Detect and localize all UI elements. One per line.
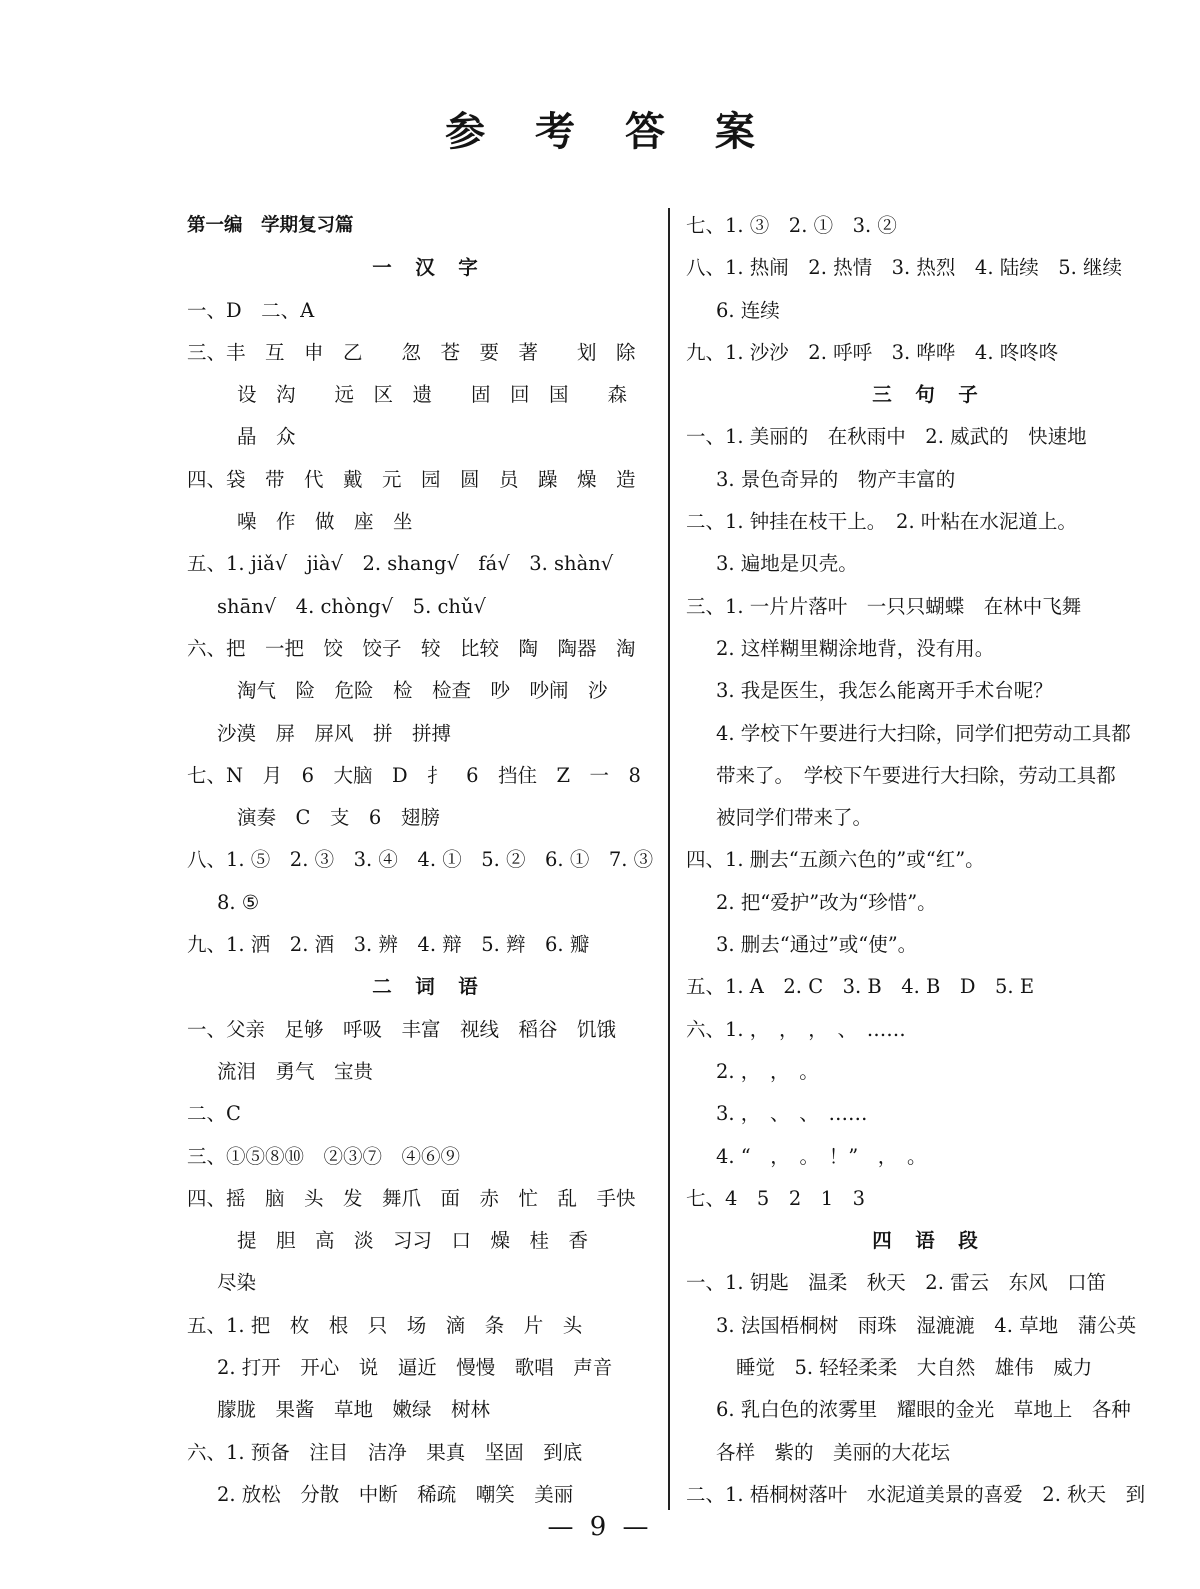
answer-line: 八、1. 热闹 2. 热情 3. 热烈 4. 陆续 5. 继续 [686,256,1123,280]
answer-line: 3. 遍地是贝壳。 [716,552,858,576]
section-heading: 三 句 子 [872,383,980,407]
answer-line: 尽染 [217,1271,257,1295]
answer-line: 三、①⑤⑧⑩ ②③⑦ ④⑥⑨ [187,1144,461,1168]
answer-line: 五、1. A 2. C 3. B 4. B D 5. E [686,975,1035,999]
answer-line: 一、父亲 足够 呼吸 丰富 视线 稻谷 饥饿 [187,1017,617,1041]
answer-line: 六、把 一把 饺 饺子 较 比较 陶 陶器 淘 [187,636,636,660]
right-column [686,205,1166,1516]
column-divider [668,208,670,1510]
answer-line: 沙漠 屏 屏风 拼 拼搏 [217,721,452,745]
section-heading: 第一编 学期复习篇 [187,215,354,236]
answer-line: 四、摇 脑 头 发 舞爪 面 赤 忙 乱 手快 [187,1186,636,1210]
answer-line: 3. 我是医生，我怎么能离开手术台呢？ [716,679,1053,703]
answer-line: 七、1. ③ 2. ① 3. ② [686,214,897,237]
answer-line: 三、1. 一片片落叶 一只只蝴蝶 在林中飞舞 [686,594,1082,618]
answer-line: 睡觉 5. 轻轻柔柔 大自然 雄伟 威力 [736,1356,1093,1380]
answer-line: 带来了。 学校下午要进行大扫除，劳动工具都 [716,763,1116,787]
answer-line: 3. 删去“通过”或“使”。 [716,933,918,957]
answer-line: 一、1. 钥匙 温柔 秋天 2. 雷云 东风 口笛 [686,1271,1107,1295]
answer-line: 六、1. ， ， ， 、 …… [686,1017,906,1041]
answer-line: 五、1. jiǎ√ jià√ 2. shang√ fá√ 3. shàn√ [187,552,614,576]
answer-line: 2. 把“爱护”改为“珍惜”。 [716,890,937,914]
answer-line: 三、丰 互 申 乙 忽 苍 要 著 划 除 [187,340,636,364]
answer-line: 2. ， ， 。 [716,1059,819,1083]
answer-line: 七、4 5 2 1 3 [686,1186,866,1210]
answer-line: 被同学们带来了。 [716,806,873,830]
answer-line: 八、1. ⑤ 2. ③ 3. ④ 4. ① 5. ② 6. ① 7. ③ [187,848,654,872]
answer-line: 九、1. 洒 2. 酒 3. 辨 4. 辩 5. 辫 6. 瓣 [187,933,590,957]
answer-line: 二、1. 钟挂在枝干上。 2. 叶粘在水泥道上。 [686,510,1077,534]
answer-line: 6. 连续 [716,298,780,322]
answer-line: 六、1. 预备 注目 洁净 果真 坚固 到底 [187,1440,583,1464]
answer-line: 淘气 险 危险 检 检查 吵 吵闹 沙 [237,679,608,703]
answer-line: 演奏 C 支 6 翅膀 [237,806,440,830]
answer-line: 一、D 二、A [187,298,315,322]
section-heading: 一 汉 字 [372,256,480,280]
answer-line: 四、1. 删去“五颜六色的”或“红”。 [686,848,985,872]
answer-line: 五、1. 把 枚 根 只 场 滴 条 片 头 [187,1313,583,1337]
answer-line: 噪 作 做 座 坐 [237,510,413,534]
left-column [187,205,665,1516]
answer-line: 晶 众 [237,425,296,449]
answer-line: 2. 放松 分散 中断 稀疏 嘲笑 美丽 [217,1482,574,1506]
answer-line: 各样 紫的 美丽的大花坛 [716,1440,951,1464]
answer-line: 四、袋 带 代 戴 元 园 圆 员 躁 燥 造 [187,467,636,491]
answer-line: 设 沟 远 区 遗 固 回 国 森 [237,383,628,407]
answer-line: 4. “ ， 。 ！” ， 。 [716,1144,927,1168]
section-heading: 二 词 语 [372,975,480,999]
answer-line: 一、1. 美丽的 在秋雨中 2. 威武的 快速地 [686,425,1087,449]
answer-line: 2. 这样糊里糊涂地背，没有用。 [716,636,995,660]
answer-line: 提 胆 高 淡 习习 口 燥 桂 香 [237,1229,589,1253]
answer-line: 3. ， 、 、 …… [716,1102,868,1126]
answer-line: 8. ⑤ [217,890,260,914]
answer-line: 2. 打开 开心 说 逼近 慢慢 歌唱 声音 [217,1356,613,1380]
page-number: — 9 — [547,1512,653,1542]
answer-line: 流泪 勇气 宝贵 [217,1059,374,1083]
answer-line: 二、1. 梧桐树落叶 水泥道美景的喜爱 2. 秋天 到 [686,1482,1146,1506]
answer-line: 二、C [187,1102,241,1126]
answer-line: 3. 法国梧桐树 雨珠 湿漉漉 4. 草地 蒲公英 [716,1313,1137,1337]
answer-line: 朦胧 果酱 草地 嫩绿 树林 [217,1398,491,1422]
answer-line: 七、N 月 6 大脑 D 扌 6 挡住 Z 一 8 [187,763,641,787]
answer-line: shān√ 4. chòng√ 5. chǔ√ [217,594,486,618]
answer-line: 4. 学校下午要进行大扫除，同学们把劳动工具都 [716,721,1131,745]
answer-line: 九、1. 沙沙 2. 呼呼 3. 哗哗 4. 咚咚咚 [686,340,1059,364]
answer-line: 3. 景色奇异的 物产丰富的 [716,467,956,491]
answer-line: 6. 乳白色的浓雾里 耀眼的金光 草地上 各种 [716,1398,1131,1422]
page-title: 参 考 答 案 [445,108,773,155]
section-heading: 四 语 段 [872,1229,980,1253]
